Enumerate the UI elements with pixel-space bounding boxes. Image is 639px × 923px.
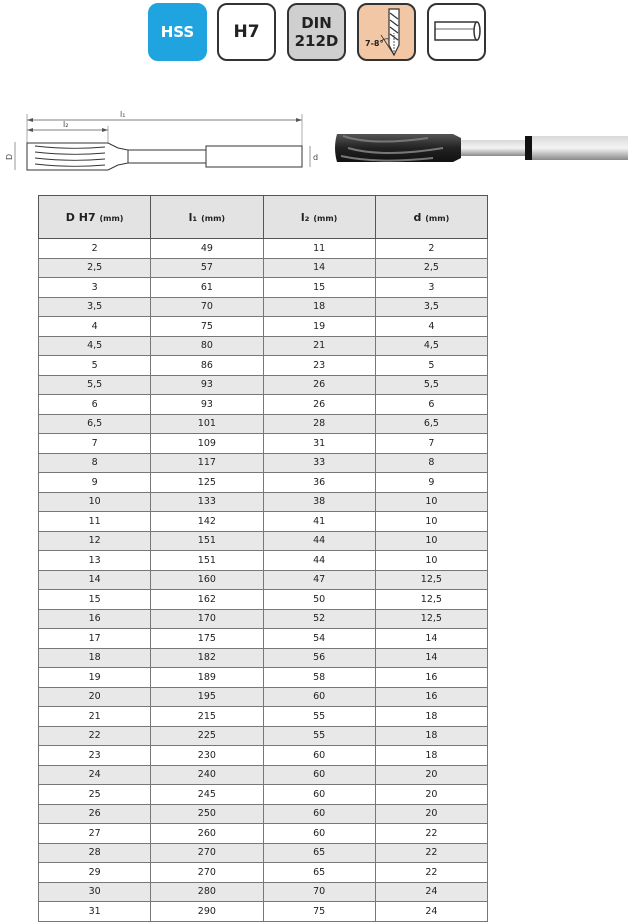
table-cell-D: 28 bbox=[39, 843, 151, 863]
table-cell-l2: 31 bbox=[263, 434, 375, 454]
table-cell-l2: 55 bbox=[263, 726, 375, 746]
table-row bbox=[39, 570, 488, 590]
table-cell-l2: 28 bbox=[263, 414, 375, 434]
table-cell-l1: 109 bbox=[151, 434, 263, 454]
table-cell-d: 12,5 bbox=[375, 590, 487, 610]
table-cell-l1: 142 bbox=[151, 512, 263, 532]
table-cell-l2: 52 bbox=[263, 609, 375, 629]
table-cell-l1: 290 bbox=[151, 902, 263, 922]
table-cell-d: 18 bbox=[375, 746, 487, 766]
standard-badge bbox=[287, 3, 346, 61]
table-cell-l2: 47 bbox=[263, 570, 375, 590]
column-header-d-unit: (mm) bbox=[425, 213, 450, 223]
table-row bbox=[39, 395, 488, 415]
table-row bbox=[39, 356, 488, 376]
table-cell-D: 25 bbox=[39, 785, 151, 805]
table-cell-l1: 162 bbox=[151, 590, 263, 610]
table-cell-l1: 240 bbox=[151, 765, 263, 785]
table-row bbox=[39, 278, 488, 298]
table-body bbox=[39, 239, 488, 922]
table-cell-l1: 270 bbox=[151, 843, 263, 863]
table-cell-D: 17 bbox=[39, 629, 151, 649]
table-cell-l2: 58 bbox=[263, 668, 375, 688]
table-cell-l2: 75 bbox=[263, 902, 375, 922]
table-cell-l2: 55 bbox=[263, 707, 375, 727]
table-row bbox=[39, 317, 488, 337]
table-row bbox=[39, 804, 488, 824]
table-cell-l1: 195 bbox=[151, 687, 263, 707]
table-cell-D: 31 bbox=[39, 902, 151, 922]
table-cell-D: 5 bbox=[39, 356, 151, 376]
table-cell-d: 10 bbox=[375, 551, 487, 571]
table-cell-l2: 38 bbox=[263, 492, 375, 512]
table-cell-l2: 11 bbox=[263, 239, 375, 259]
table-cell-d: 20 bbox=[375, 765, 487, 785]
table-row bbox=[39, 239, 488, 259]
table-cell-d: 20 bbox=[375, 804, 487, 824]
table-row bbox=[39, 492, 488, 512]
table-cell-D: 22 bbox=[39, 726, 151, 746]
table-cell-D: 18 bbox=[39, 648, 151, 668]
table-cell-l2: 65 bbox=[263, 843, 375, 863]
shank-badge bbox=[427, 3, 486, 61]
table-cell-l1: 151 bbox=[151, 531, 263, 551]
table-cell-l1: 225 bbox=[151, 726, 263, 746]
table-row bbox=[39, 375, 488, 395]
table-row bbox=[39, 258, 488, 278]
table-cell-l1: 160 bbox=[151, 570, 263, 590]
table-row bbox=[39, 882, 488, 902]
table-row bbox=[39, 843, 488, 863]
table-cell-d: 8 bbox=[375, 453, 487, 473]
table-cell-l1: 151 bbox=[151, 551, 263, 571]
table-cell-l1: 49 bbox=[151, 239, 263, 259]
table-cell-d: 4,5 bbox=[375, 336, 487, 356]
table-cell-l2: 60 bbox=[263, 687, 375, 707]
table-cell-D: 7 bbox=[39, 434, 151, 454]
table-cell-d: 20 bbox=[375, 785, 487, 805]
table-cell-l1: 215 bbox=[151, 707, 263, 727]
table-cell-d: 2 bbox=[375, 239, 487, 259]
table-cell-D: 5,5 bbox=[39, 375, 151, 395]
reamer-tip-angle-icon bbox=[359, 5, 414, 59]
table-cell-D: 8 bbox=[39, 453, 151, 473]
dimension-l2-label: l₂ bbox=[63, 120, 69, 129]
table-cell-D: 6 bbox=[39, 395, 151, 415]
table-cell-l2: 41 bbox=[263, 512, 375, 532]
table-cell-l2: 21 bbox=[263, 336, 375, 356]
table-cell-l2: 60 bbox=[263, 785, 375, 805]
table-cell-D: 27 bbox=[39, 824, 151, 844]
table-cell-D: 29 bbox=[39, 863, 151, 883]
table-cell-l1: 93 bbox=[151, 395, 263, 415]
table-row bbox=[39, 707, 488, 727]
table-cell-d: 10 bbox=[375, 512, 487, 532]
material-badge-label: HSS bbox=[160, 23, 195, 41]
column-header-l1-unit: (mm) bbox=[201, 213, 226, 223]
table-cell-l1: 125 bbox=[151, 473, 263, 493]
table-cell-l2: 60 bbox=[263, 824, 375, 844]
table-cell-l1: 245 bbox=[151, 785, 263, 805]
table-cell-l2: 60 bbox=[263, 765, 375, 785]
table-cell-D: 19 bbox=[39, 668, 151, 688]
table-cell-d: 3 bbox=[375, 278, 487, 298]
dimension-d-label: d bbox=[313, 153, 319, 162]
table-cell-D: 13 bbox=[39, 551, 151, 571]
table-cell-d: 18 bbox=[375, 707, 487, 727]
dimension-l1-label: l₁ bbox=[120, 110, 126, 119]
table-cell-d: 4 bbox=[375, 317, 487, 337]
table-cell-l2: 65 bbox=[263, 863, 375, 883]
table-row bbox=[39, 648, 488, 668]
table-cell-l1: 270 bbox=[151, 863, 263, 883]
table-cell-l1: 86 bbox=[151, 356, 263, 376]
table-cell-l2: 36 bbox=[263, 473, 375, 493]
table-cell-d: 7 bbox=[375, 434, 487, 454]
table-cell-l2: 44 bbox=[263, 551, 375, 571]
table-cell-d: 24 bbox=[375, 882, 487, 902]
table-cell-D: 30 bbox=[39, 882, 151, 902]
table-cell-d: 6,5 bbox=[375, 414, 487, 434]
table-header-row bbox=[39, 196, 488, 239]
table-row bbox=[39, 902, 488, 922]
column-header-D-label: D H7 bbox=[65, 210, 96, 224]
table-cell-l1: 117 bbox=[151, 453, 263, 473]
table-row bbox=[39, 765, 488, 785]
table-cell-l1: 101 bbox=[151, 414, 263, 434]
table-cell-l2: 54 bbox=[263, 629, 375, 649]
column-header-l2 bbox=[263, 196, 375, 239]
column-header-l2-unit: (mm) bbox=[313, 213, 338, 223]
table-cell-l1: 61 bbox=[151, 278, 263, 298]
table-cell-D: 2,5 bbox=[39, 258, 151, 278]
table-cell-l2: 33 bbox=[263, 453, 375, 473]
material-badge bbox=[148, 3, 207, 61]
table-row bbox=[39, 785, 488, 805]
table-row bbox=[39, 590, 488, 610]
table-cell-D: 11 bbox=[39, 512, 151, 532]
column-header-l2-label: l₂ bbox=[300, 210, 310, 224]
table-cell-d: 18 bbox=[375, 726, 487, 746]
reamer-product-photo bbox=[333, 128, 633, 168]
table-cell-l1: 182 bbox=[151, 648, 263, 668]
column-header-D-unit: (mm) bbox=[99, 213, 124, 223]
table-cell-D: 6,5 bbox=[39, 414, 151, 434]
table-cell-l1: 260 bbox=[151, 824, 263, 844]
column-header-d bbox=[375, 196, 487, 239]
table-row bbox=[39, 668, 488, 688]
column-header-l1 bbox=[151, 196, 263, 239]
table-cell-d: 14 bbox=[375, 629, 487, 649]
table-cell-l2: 19 bbox=[263, 317, 375, 337]
table-row bbox=[39, 531, 488, 551]
table-cell-D: 21 bbox=[39, 707, 151, 727]
table-row bbox=[39, 609, 488, 629]
table-row bbox=[39, 512, 488, 532]
dimensions-table bbox=[38, 195, 488, 922]
table-row bbox=[39, 726, 488, 746]
table-row bbox=[39, 473, 488, 493]
table-cell-d: 22 bbox=[375, 824, 487, 844]
table-cell-d: 3,5 bbox=[375, 297, 487, 317]
cylindrical-shank-icon bbox=[429, 5, 484, 59]
table-cell-d: 22 bbox=[375, 843, 487, 863]
table-cell-l1: 175 bbox=[151, 629, 263, 649]
column-header-l1-label: l₁ bbox=[188, 210, 198, 224]
table-cell-l1: 250 bbox=[151, 804, 263, 824]
table-cell-d: 22 bbox=[375, 863, 487, 883]
table-cell-l2: 14 bbox=[263, 258, 375, 278]
table-row bbox=[39, 551, 488, 571]
table-cell-d: 14 bbox=[375, 648, 487, 668]
table-cell-l2: 44 bbox=[263, 531, 375, 551]
table-cell-D: 4 bbox=[39, 317, 151, 337]
table-cell-l2: 60 bbox=[263, 746, 375, 766]
table-cell-d: 10 bbox=[375, 531, 487, 551]
table-row bbox=[39, 746, 488, 766]
table-cell-D: 14 bbox=[39, 570, 151, 590]
table-cell-l1: 80 bbox=[151, 336, 263, 356]
table-cell-D: 9 bbox=[39, 473, 151, 493]
table-cell-l1: 230 bbox=[151, 746, 263, 766]
table-cell-D: 20 bbox=[39, 687, 151, 707]
table-cell-D: 12 bbox=[39, 531, 151, 551]
table-cell-d: 16 bbox=[375, 687, 487, 707]
table-cell-l1: 133 bbox=[151, 492, 263, 512]
reamer-technical-drawing bbox=[0, 100, 320, 180]
tolerance-badge-label: H7 bbox=[233, 22, 260, 42]
table-cell-d: 9 bbox=[375, 473, 487, 493]
table-cell-d: 16 bbox=[375, 668, 487, 688]
table-cell-l2: 60 bbox=[263, 804, 375, 824]
table-row bbox=[39, 434, 488, 454]
column-header-D bbox=[39, 196, 151, 239]
table-cell-l1: 93 bbox=[151, 375, 263, 395]
column-header-d-label: d bbox=[413, 210, 422, 224]
table-cell-D: 10 bbox=[39, 492, 151, 512]
table-cell-D: 4,5 bbox=[39, 336, 151, 356]
table-cell-D: 3 bbox=[39, 278, 151, 298]
table-cell-l2: 18 bbox=[263, 297, 375, 317]
table-cell-d: 24 bbox=[375, 902, 487, 922]
table-cell-D: 23 bbox=[39, 746, 151, 766]
table-cell-l2: 50 bbox=[263, 590, 375, 610]
table-cell-l2: 23 bbox=[263, 356, 375, 376]
table-cell-l1: 75 bbox=[151, 317, 263, 337]
table-cell-l1: 280 bbox=[151, 882, 263, 902]
table-cell-l2: 15 bbox=[263, 278, 375, 298]
table-cell-l1: 57 bbox=[151, 258, 263, 278]
table-row bbox=[39, 863, 488, 883]
table-cell-l1: 70 bbox=[151, 297, 263, 317]
table-cell-D: 16 bbox=[39, 609, 151, 629]
table-cell-d: 6 bbox=[375, 395, 487, 415]
table-cell-d: 5 bbox=[375, 356, 487, 376]
angle-badge bbox=[357, 3, 416, 61]
table-cell-D: 3,5 bbox=[39, 297, 151, 317]
standard-badge-line1: DIN bbox=[301, 14, 332, 32]
standard-badge-line2: 212D bbox=[294, 32, 339, 50]
table-cell-D: 24 bbox=[39, 765, 151, 785]
table-cell-d: 12,5 bbox=[375, 570, 487, 590]
table-cell-d: 5,5 bbox=[375, 375, 487, 395]
table-cell-d: 12,5 bbox=[375, 609, 487, 629]
table-row bbox=[39, 414, 488, 434]
table-cell-l2: 70 bbox=[263, 882, 375, 902]
table-cell-d: 10 bbox=[375, 492, 487, 512]
table-row bbox=[39, 629, 488, 649]
dimension-D-label: D bbox=[5, 153, 14, 160]
tolerance-badge bbox=[217, 3, 276, 61]
table-cell-l2: 26 bbox=[263, 375, 375, 395]
table-row bbox=[39, 687, 488, 707]
angle-badge-label: 7-8° bbox=[365, 39, 384, 48]
table-cell-D: 15 bbox=[39, 590, 151, 610]
table-row bbox=[39, 453, 488, 473]
table-row bbox=[39, 824, 488, 844]
table-cell-D: 2 bbox=[39, 239, 151, 259]
table-cell-l1: 189 bbox=[151, 668, 263, 688]
table-cell-d: 2,5 bbox=[375, 258, 487, 278]
table-row bbox=[39, 336, 488, 356]
table-cell-l2: 26 bbox=[263, 395, 375, 415]
table-cell-l2: 56 bbox=[263, 648, 375, 668]
table-cell-l1: 170 bbox=[151, 609, 263, 629]
table-cell-D: 26 bbox=[39, 804, 151, 824]
table-row bbox=[39, 297, 488, 317]
